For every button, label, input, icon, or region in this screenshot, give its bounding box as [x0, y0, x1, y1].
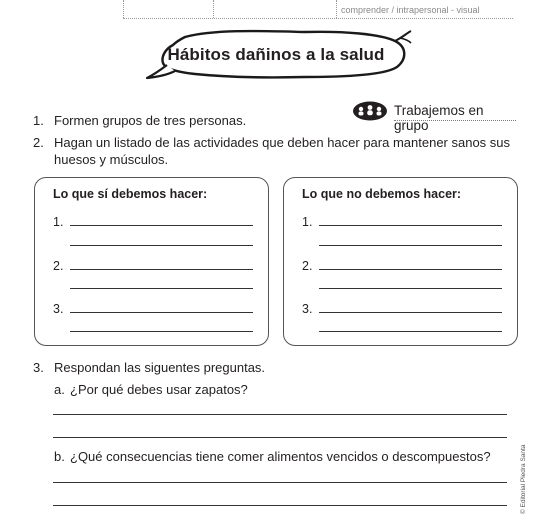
group-work-label: Trabajemos en grupo — [394, 103, 484, 133]
copyright-text: © Editorial Piedra Santa — [520, 444, 527, 514]
writing-line[interactable] — [319, 331, 502, 332]
copyright-note — [520, 444, 530, 514]
header-divider — [213, 0, 214, 18]
writing-line[interactable] — [319, 288, 502, 289]
instruction-3 — [33, 359, 333, 376]
title-cloud — [145, 25, 415, 83]
header-divider — [336, 0, 337, 18]
instruction-number: 2. — [33, 135, 44, 150]
row-number: 1. — [53, 215, 64, 229]
instruction-text: Hagan un listado de las actividades que deben hacer para mantener sanos sus huesos y músculos. — [54, 135, 511, 167]
instruction-number: 1. — [33, 113, 44, 128]
question-a — [54, 381, 354, 398]
writing-line[interactable] — [319, 312, 502, 313]
instruction-text: Formen grupos de tres personas. — [54, 113, 247, 128]
answer-line[interactable] — [53, 505, 507, 506]
row-number: 3. — [302, 302, 313, 316]
row-number: 3. — [53, 302, 64, 316]
question-b — [54, 448, 514, 465]
dont-list-box — [283, 177, 518, 346]
answer-line[interactable] — [53, 482, 507, 483]
group-work-badge — [352, 101, 517, 133]
page-title: Hábitos dañinos a la salud — [167, 45, 385, 64]
instruction-text: Respondan las siguentes preguntas. — [54, 360, 266, 375]
group-people-icon — [352, 101, 388, 121]
writing-line[interactable] — [70, 245, 253, 246]
question-letter: b. — [54, 449, 65, 464]
writing-line[interactable] — [70, 331, 253, 332]
question-letter: a. — [54, 382, 65, 397]
row-number: 2. — [302, 259, 313, 273]
writing-line[interactable] — [70, 312, 253, 313]
writing-line[interactable] — [319, 225, 502, 226]
writing-line[interactable] — [319, 269, 502, 270]
do-list-heading: Lo que sí debemos hacer: — [53, 187, 208, 201]
do-list-box — [34, 177, 269, 346]
writing-line[interactable] — [319, 245, 502, 246]
skill-tag: comprender / intrapersonal - visual — [341, 5, 480, 15]
answer-line[interactable] — [53, 437, 507, 438]
writing-line[interactable] — [70, 288, 253, 289]
header-bar — [0, 0, 550, 20]
instruction-2 — [33, 134, 513, 170]
row-number: 2. — [53, 259, 64, 273]
header-divider — [123, 0, 124, 18]
group-work-underline — [394, 120, 516, 121]
dont-list-heading: Lo que no debemos hacer: — [302, 187, 462, 201]
writing-line[interactable] — [70, 269, 253, 270]
instruction-1 — [33, 112, 353, 129]
question-text: ¿Qué consecuencias tiene comer alimentos vencidos o descompuestos? — [70, 449, 491, 464]
question-text: ¿Por qué debes usar zapatos? — [70, 382, 248, 397]
writing-line[interactable] — [70, 225, 253, 226]
answer-line[interactable] — [53, 414, 507, 415]
row-number: 1. — [302, 215, 313, 229]
instruction-number: 3. — [33, 360, 44, 375]
